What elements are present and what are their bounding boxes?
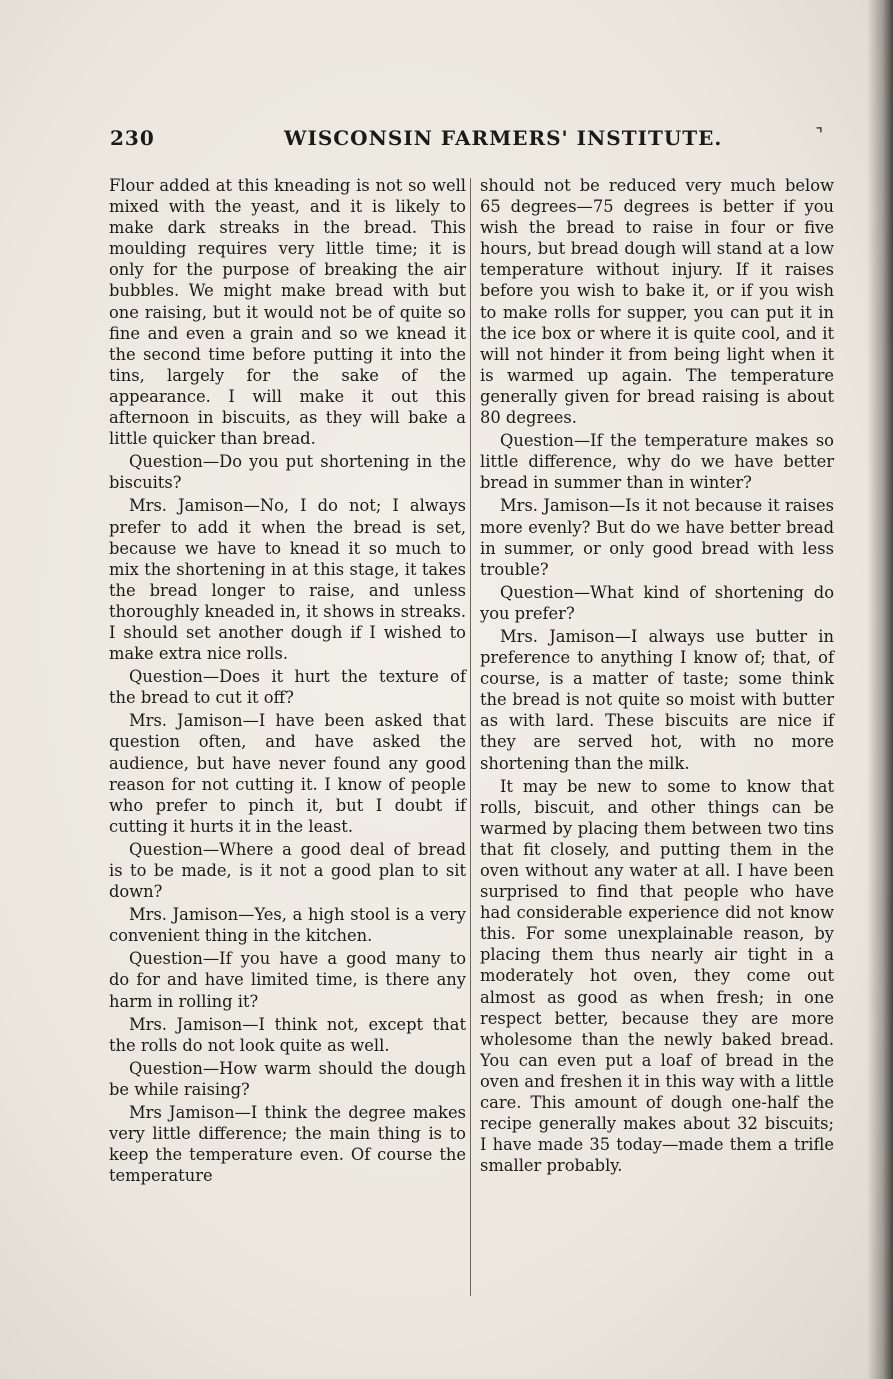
running-head: WISCONSIN FARMERS' INSTITUTE. bbox=[284, 126, 723, 150]
paragraph: Mrs Jamison—I think the degree makes very little difference; the main thing is to keep the temperature even. Of course the temperature bbox=[109, 1103, 466, 1186]
paragraph: Question—What kind of shortening do you prefer? bbox=[480, 582, 834, 623]
paragraph: Mrs. Jamison—I think not, except that the rolls do not look quite as well. bbox=[109, 1014, 466, 1055]
page-edge-shadow bbox=[867, 0, 893, 1379]
page-header bbox=[110, 126, 830, 156]
page-number: 230 bbox=[110, 126, 155, 150]
paragraph: Flour added at this kneading is not so well mixed with the yeast, and it is likely to make dark streaks in the bread. This moulding requires very little time; it is only for the purpose of breaking the air bubbles. We might make bread with but one raising, but it would not be of quite so fine and even a grain and so we knead it the second time before putting it into the tins, largely for the sake of the appearance. I will make it out this afternoon in biscuits, as they will bake a little quicker than bread. bbox=[109, 176, 466, 449]
paragraph: Mrs. Jamison—I have been asked that question often, and have asked the audience, but have never found any good reason for not cutting it. I know of people who prefer to pinch it, but I doubt if cutting it hurts it in the least. bbox=[109, 711, 466, 836]
paragraph: Question—If the temperature makes so little difference, why do we have better bread in summer than in winter? bbox=[480, 431, 834, 493]
paragraph: Question—Where a good deal of bread is to be made, is it not a good plan to sit down? bbox=[109, 839, 466, 902]
paragraph: Mrs. Jamison—Yes, a high stool is a very convenient thing in the kitchen. bbox=[109, 905, 466, 946]
paragraph: Question—If you have a good many to do for and have limited time, is there any harm in rolling it? bbox=[109, 949, 466, 1011]
paragraph: It may be new to some to know that rolls, biscuit, and other things can be warmed by placing them between two tins that fit closely, and putting them in the oven without any water at all. I have been surprised to find that people who have had considerable experience did not know this. For some unexplainable reason, by placing them thus nearly air tight in a moderately hot oven, they come out almost as good as when fresh; in one respect better, because they are more wholesome than the newly baked bread. You can even put a loaf of bread in the oven and freshen it in this way with a little care. This amount of dough one-half the recipe generally makes about 32 biscuits; I have made 35 today—made them a trifle smaller probably. bbox=[480, 776, 834, 1176]
left-column bbox=[109, 175, 466, 1188]
column-divider bbox=[470, 178, 471, 1296]
paragraph: Question—Does it hurt the texture of the bread to cut it off? bbox=[109, 667, 466, 708]
paragraph: Mrs. Jamison—I always use butter in preference to anything I know of; that, of course, is a matter of taste; some think the bread is not quite so moist with butter as with lard. These biscuits are nice if they are served hot, with no more shortening than the milk. bbox=[480, 626, 834, 773]
paragraph: Question—Do you put shortening in the biscuits? bbox=[109, 452, 466, 493]
paragraph: should not be reduced very much below 65 degrees—75 degrees is better if you wish the bread to raise in four or five hours, but bread dough will stand at a low temperature without injury. If it raises before you wish to bake it, or if you wish to make rolls for supper, you can put it in the ice box or where it is quite cool, and it will not hinder it from being light when it is warmed up again. The temperature generally given for bread raising is about 80 degrees. bbox=[480, 176, 834, 428]
corner-mark: ⌝ bbox=[816, 126, 823, 142]
paragraph: Mrs. Jamison—Is it not because it raises more evenly? But do we have better bread in summer, or only good bread with less trouble? bbox=[480, 496, 834, 579]
paragraph: Mrs. Jamison—No, I do not; I always prefer to add it when the bread is set, because we have to knead it so much to mix the shortening in at this stage, it takes the bread longer to raise, and unless thoroughly kneaded in, it shows in streaks. I should set another dough if I wished to make extra nice rolls. bbox=[109, 496, 466, 664]
paragraph: Question—How warm should the dough be while raising? bbox=[109, 1058, 466, 1099]
right-column bbox=[480, 175, 834, 1178]
